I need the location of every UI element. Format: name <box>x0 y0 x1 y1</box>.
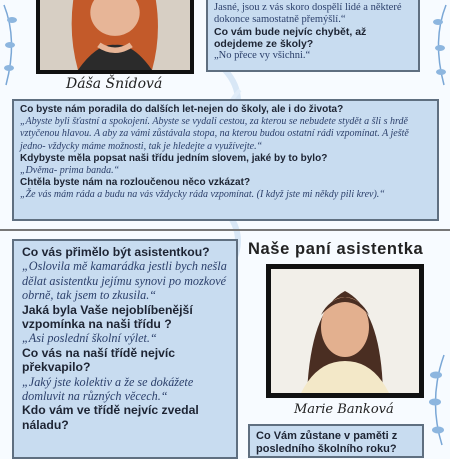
answer-text: „Že vás mám ráda a budu na vás vždycky ráda vzpomínat. (I když jste mi někdy pili krev).“ <box>20 189 385 201</box>
answer-text: „No přece vy všichni.“ <box>214 50 311 61</box>
question-text: Jaká byla Vaše nejoblíbenější vzpomínka na naši třídu ? <box>22 302 193 332</box>
floral-decoration-right-bottom <box>424 350 450 450</box>
question-text: Co vám bude nejvíc chybět, až odejdeme ze školy? <box>214 26 367 50</box>
floral-decoration-left-top <box>0 0 22 90</box>
answer-text: „Jaký jste kolektiv a že se dokážete domluvit na různých věcech.“ <box>22 374 194 404</box>
teacher-photo <box>36 0 194 74</box>
assistant-right-box <box>248 424 424 458</box>
question-text: Co byste nám poradila do dalších let-nejen do školy, ale i do života? <box>20 104 344 115</box>
section-heading: Naše paní asistentka <box>248 240 424 258</box>
answer-text: Jasné, jsou z vás skoro dospělí lidé a některé dokonce samostatně přemýšlí.“ <box>214 2 402 25</box>
question-text: Kdo vám ve třídě nejvíc zvedal náladu? <box>22 403 199 432</box>
top-wide-interview-box <box>12 99 439 221</box>
floral-decoration-right-top <box>428 0 450 90</box>
question-text: Kdybyste měla popsat naši třídu jedním slovem, jaké by to bylo? <box>20 152 328 164</box>
answer-text: „Oslovila mě kamarádka jestli bych nešla dělat asistentku jejímu synovi po mozkové obrně, tak jsem to zkusila.“ <box>22 259 227 303</box>
question-text: Co Vám zůstane v paměti z posledního školního roku? <box>256 430 398 455</box>
section-divider <box>0 229 450 231</box>
answer-text: „Dvěma- prima banda.“ <box>20 165 120 177</box>
question-text: Co vás na naší třídě nejvíc překvapilo? <box>22 345 176 375</box>
assistant-interview-box <box>12 239 238 459</box>
question-text: Chtěla byste nám na rozloučenou něco vzkázat? <box>20 177 251 189</box>
assistant-photo <box>266 264 424 398</box>
teacher-signature: Dáša Šnídová <box>66 76 163 92</box>
answer-text: „Abyste byli šťastní a spokojení. Abyste se vydali cestou, za kterou se nebudete stydět a šli s hrdě vztyčenou hlavou. A aby za vámi zůstávala stopa, na kterou budou ostatní rádi vzpomínat. A ještě jedno- vždycky máme možnosti, tak je hledejte a využívejte.“ <box>20 116 409 152</box>
question-text: Co vás přimělo být asistentkou? <box>22 245 210 259</box>
answer-text: „Asi poslední školní výlet.“ <box>22 331 157 346</box>
top-right-answer-box <box>206 0 420 72</box>
assistant-signature: Marie Banková <box>294 402 394 417</box>
